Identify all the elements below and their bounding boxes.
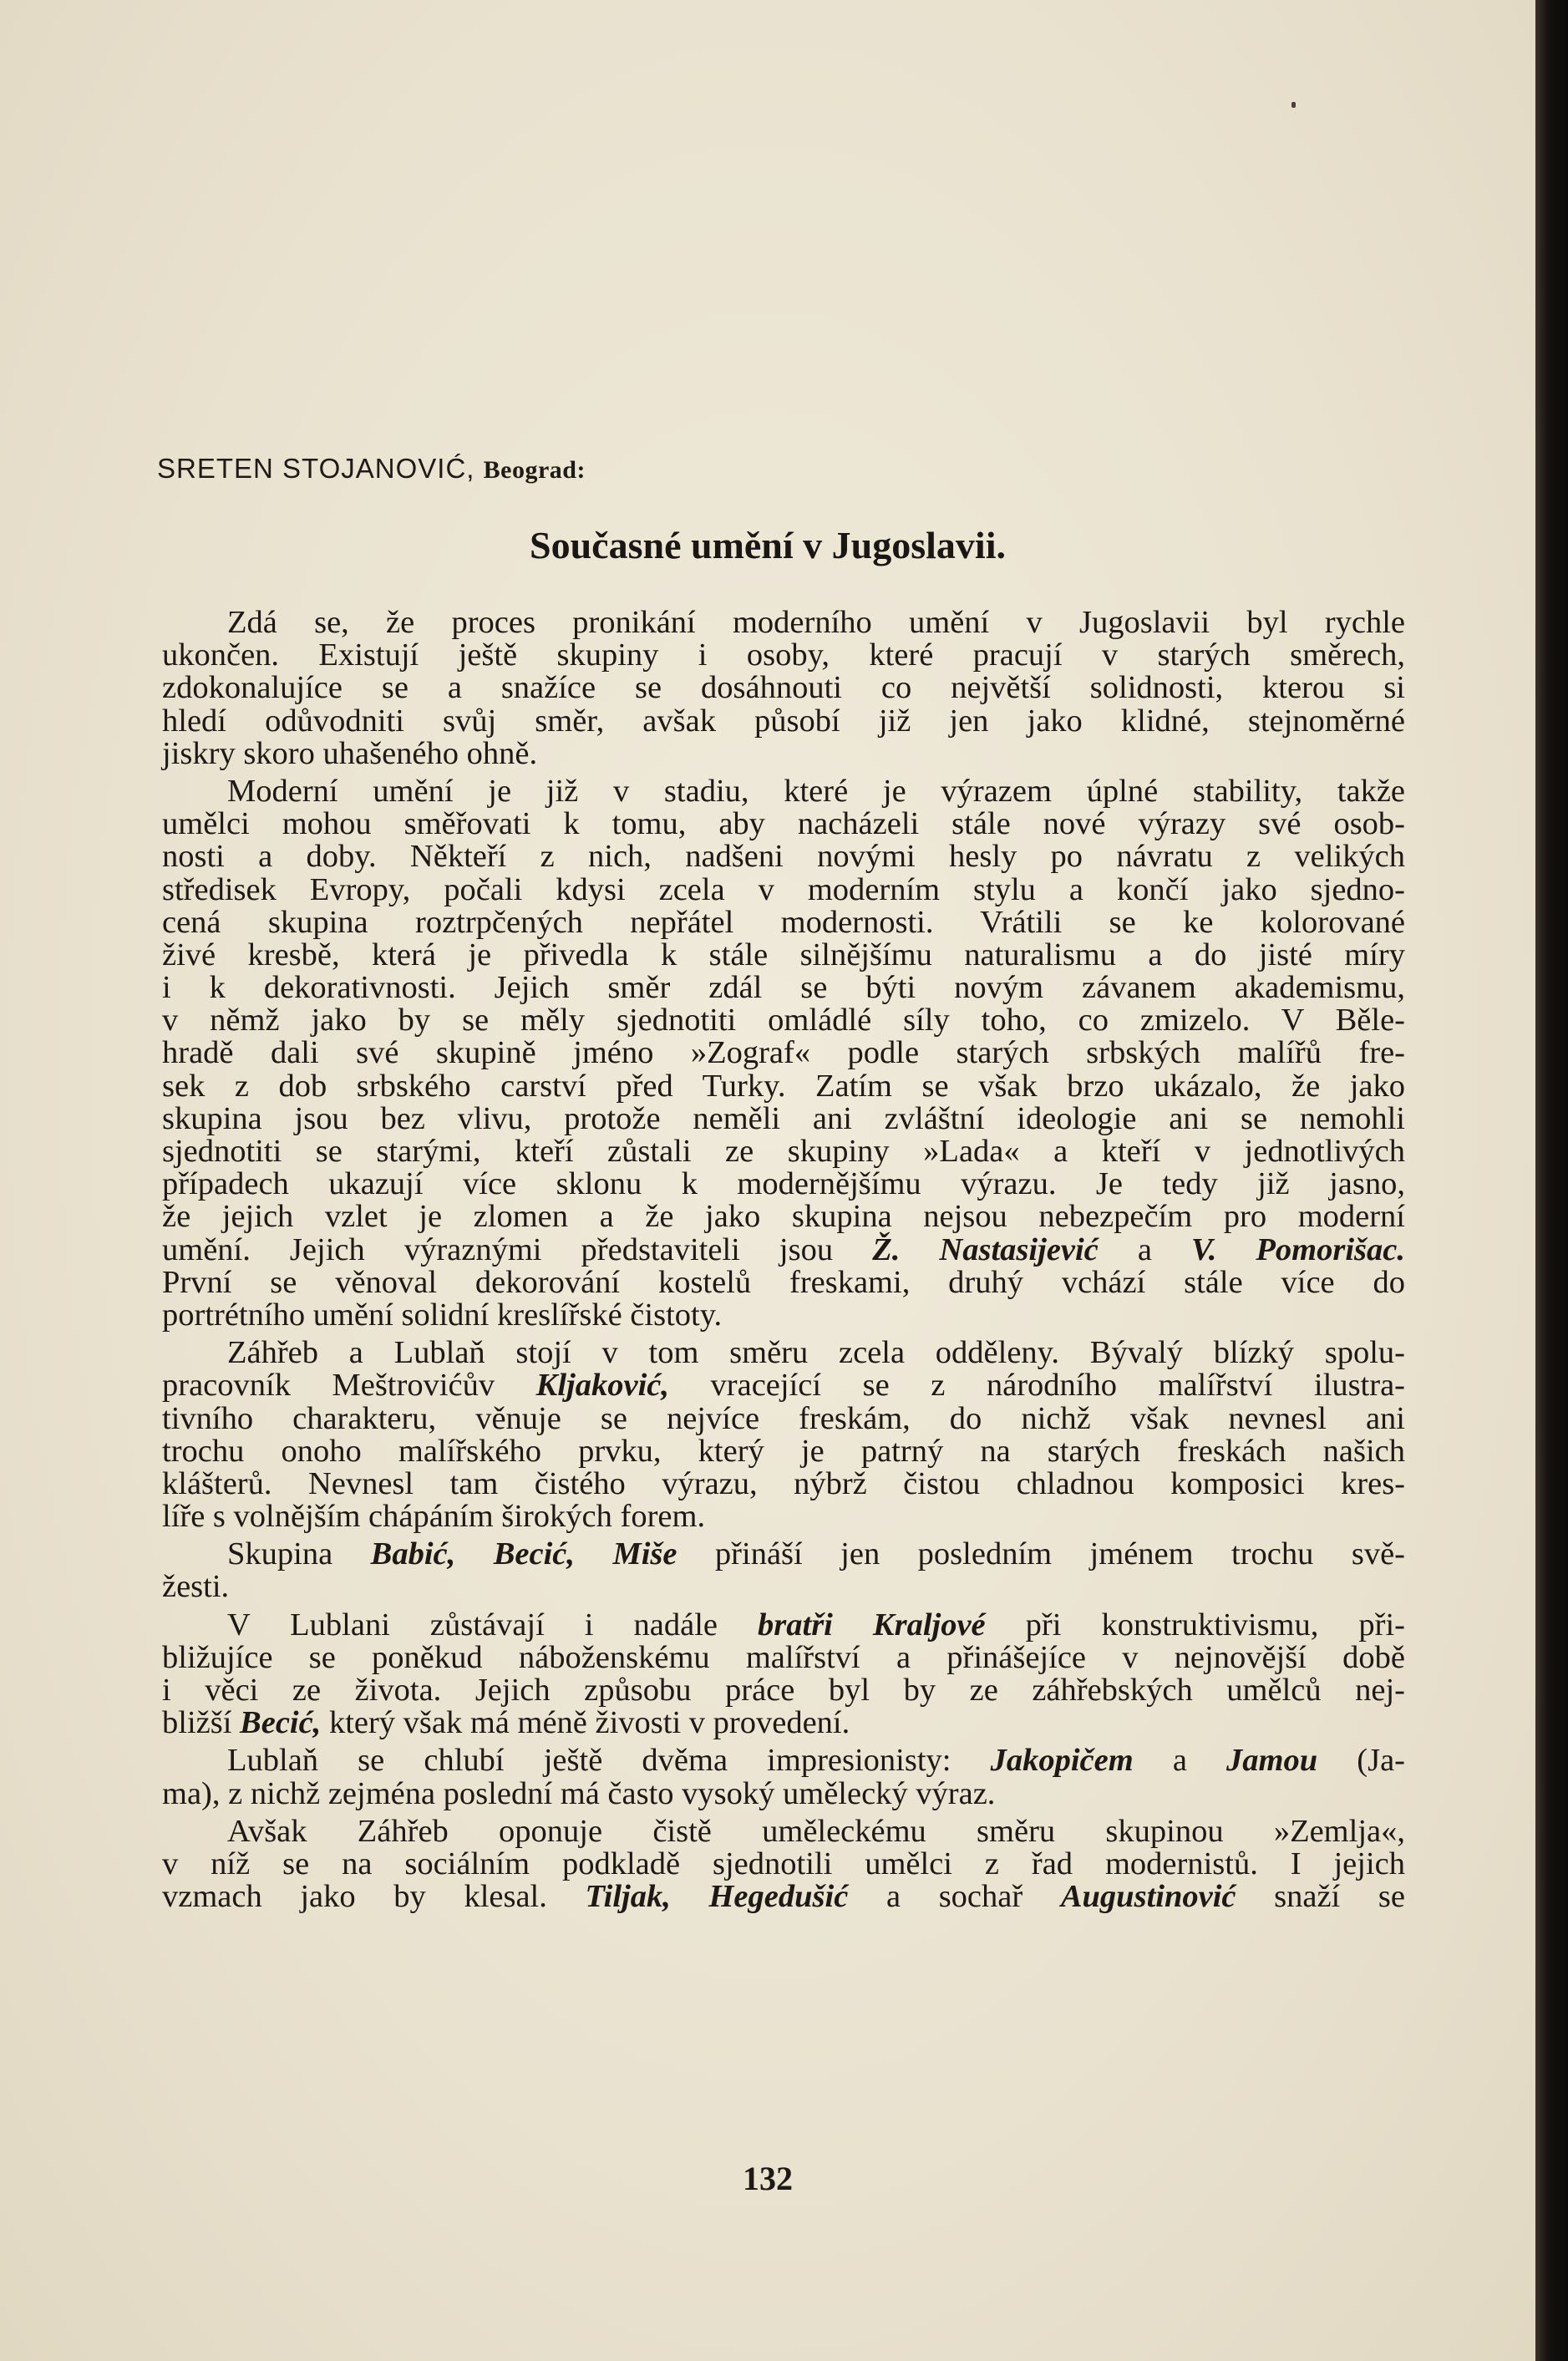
italic-name: Kljaković, xyxy=(535,1368,669,1404)
text-line: Avšak Záhřeb oponuje čistě uměleckému směru skupinou »Zemlja«, xyxy=(227,1813,1405,1849)
text-line: Skupina Babić, Becić, Miše přináší jen posledním jménem trochu svě- xyxy=(227,1536,1406,1572)
text-line: ukončen. Existují ještě skupiny i osoby, které pracují v starých směrech, xyxy=(162,637,1405,673)
text-line: umělci mohou směřovati k tomu, aby nacházeli stále nové výrazy své osob- xyxy=(162,806,1405,842)
text-line: trochu onoho malířského prvku, který je patrný na starých freskách našich xyxy=(162,1433,1405,1469)
text-line: i věci ze života. Jejich způsobu práce byl by ze záhřebských umělců nej- xyxy=(162,1673,1405,1708)
article-body xyxy=(162,607,1405,1918)
text-line: umění. Jejich výraznými představiteli jsou Ž. Nastasijević a V. Pomorišac. xyxy=(162,1231,1405,1267)
italic-name: Jakopičem xyxy=(990,1743,1134,1779)
text-line: pracovník Meštrovićův Kljaković, vracející se z národního malířství ilustra- xyxy=(162,1368,1405,1404)
text-line: Záhřeb a Lublaň stojí v tom směru zcela odděleny. Bývalý blízký spolu- xyxy=(227,1335,1405,1371)
text-line: Lublaň se chlubí ještě dvěma impresionisty: Jakopičem a Jamou (Ja- xyxy=(227,1743,1405,1779)
text-line: případech ukazují více sklonu k modernějšímu výrazu. Je tedy již jasno, xyxy=(162,1166,1405,1202)
italic-name: Tiljak, Hegedušić xyxy=(585,1879,849,1915)
text-line: líře s volnějším chápáním širokých forem. xyxy=(162,1499,706,1535)
text-line: První se věnoval dekorování kostelů freskami, druhý vchází stále více do xyxy=(162,1264,1405,1300)
text-line: v němž jako by se měly sjednotiti omládlé síly toho, co zmizelo. V Běle- xyxy=(162,1003,1405,1038)
author-city: Beograd: xyxy=(483,456,586,484)
text-line: sjednotiti se starými, kteří zůstali ze skupiny »Lada« a kteří v jednotlivých xyxy=(162,1134,1405,1169)
text-line: nosti a doby. Někteří z nich, nadšeni novými hesly po návratu z velikých xyxy=(162,839,1405,875)
italic-name: Babić, Becić, Miše xyxy=(370,1536,677,1572)
text-line: cená skupina roztrpčených nepřátel modernosti. Vrátili se ke kolorované xyxy=(162,904,1405,940)
paragraph xyxy=(162,1538,1405,1603)
text-line: portrétního umění solidní kreslířské čistoty. xyxy=(162,1297,723,1333)
text-line: i k dekorativnosti. Jejich směr zdál se býti novým závanem akademismu, xyxy=(162,970,1405,1006)
text-line: hledí odůvodniti svůj směr, avšak působí již jen jako klidné, stejnoměrné xyxy=(162,703,1405,739)
paragraph xyxy=(162,1815,1405,1914)
text-line: vzmach jako by klesal. Tiljak, Hegedušić a sochař Augustinović snaží se xyxy=(162,1879,1405,1915)
author-byline xyxy=(157,453,586,485)
italic-name: Becić, xyxy=(240,1705,322,1741)
scan-dark-edge xyxy=(1535,0,1568,2361)
text-line: středisek Evropy, počali kdysi zcela v moderním stylu a končí jako sjedno- xyxy=(162,871,1405,907)
text-line: hradě dali své skupině jméno »Zograf« podle starých srbských malířů fre- xyxy=(162,1035,1405,1071)
text-line: že jejich vzlet je zlomen a že jako skupina nejsou nebezpečím pro moderní xyxy=(162,1199,1405,1235)
text-line: tivního charakteru, věnuje se nejvíce freskám, do nichž však nevnesl ani xyxy=(162,1400,1405,1436)
text-line: v níž se na sociálním podkladě sjednotili umělci z řad modernistů. I jejich xyxy=(162,1846,1405,1881)
text-line: Moderní umění je již v stadiu, které je výrazem úplné stability, takže xyxy=(227,773,1405,809)
italic-name: V. Pomorišac. xyxy=(1190,1231,1405,1267)
text-line: ma), z nichž zejména poslední má často vysoký umělecký výraz. xyxy=(162,1775,996,1811)
italic-name: Jamou xyxy=(1226,1743,1318,1779)
paper-speck xyxy=(1291,102,1296,108)
text-line: žesti. xyxy=(162,1569,230,1605)
text-line: skupina jsou bez vlivu, protože neměli ani zvláštní ideologie ani se nemohli xyxy=(162,1100,1405,1136)
page-number: 132 xyxy=(743,2160,793,2197)
text-line: zdokonalujíce se a snažíce se dosáhnouti co největší solidnosti, kterou si xyxy=(162,670,1405,706)
paragraph xyxy=(162,607,1405,770)
italic-name: Ž. Nastasijević xyxy=(872,1231,1099,1267)
text-line: V Lublani zůstávají i nadále bratři Kraljové při konstruktivismu, při- xyxy=(227,1607,1405,1643)
text-line: bližujíce se poněkud náboženskému malířství a přinášejíce v nejnovější době xyxy=(162,1639,1405,1675)
text-line: sek z dob srbského carství před Turky. Zatím se však brzo ukázalo, že jako xyxy=(162,1068,1405,1104)
text-line: bližší Becić, který však má méně živosti v provedení. xyxy=(162,1705,850,1741)
italic-name: Augustinović xyxy=(1060,1879,1236,1915)
paragraph xyxy=(162,775,1405,1332)
paragraph xyxy=(162,1744,1405,1810)
author-name: SRETEN STOJANOVIĆ, xyxy=(157,453,475,484)
text-line: jiskry skoro uhašeného ohně. xyxy=(162,735,538,771)
text-line: klášterů. Nevnesl tam čistého výrazu, nýbrž čistou chladnou komposici kres- xyxy=(162,1465,1405,1501)
paragraph xyxy=(162,1337,1405,1533)
paragraph xyxy=(162,1609,1405,1740)
text-line: živé kresbě, která je přivedla k stále silnějšímu naturalismu a do jisté míry xyxy=(162,937,1405,972)
text-line: Zdá se, že proces pronikání moderního umění v Jugoslavii byl rychle xyxy=(227,605,1405,640)
article-title: Současné umění v Jugoslavii. xyxy=(530,524,1006,566)
italic-name: bratři Kraljové xyxy=(758,1607,986,1643)
